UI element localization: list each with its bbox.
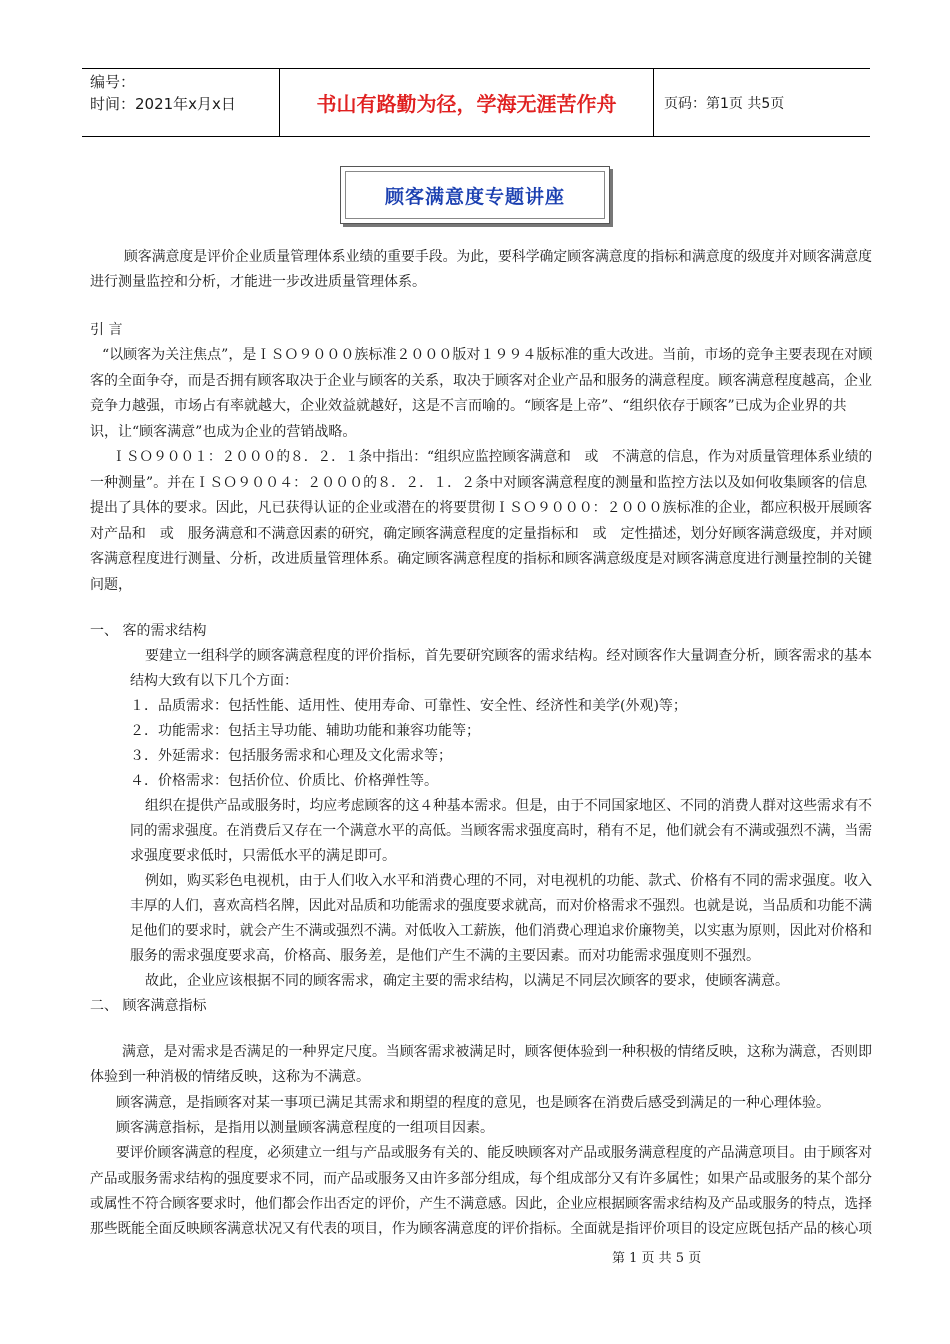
- body-line: 产品或服务需求结构的强度要求不同，而产品或服务又由许多部分组成，每个组成部分又有许多属性；如果产品或服务的某个部分: [90, 1171, 872, 1187]
- body-line: 问题，: [90, 577, 132, 593]
- body-line: 例如，购买彩色电视机，由于人们收入水平和消费心理的不同，对电视机的功能、款式、价格有不同的需求强度。收入: [145, 873, 872, 889]
- header-meta: [82, 69, 280, 136]
- document-date-label: 时间：2021年x月x日: [90, 95, 236, 113]
- header-motto: 书山有路勤为径，学海无涯苦作舟: [280, 69, 654, 136]
- section-heading: 引 言: [90, 322, 123, 338]
- body-line: 识，让“顾客满意”也成为企业的营销战略。: [90, 424, 357, 440]
- body-line: 客满意程度进行测量、分析，改进质量管理体系。确定顾客满意程度的指标和顾客满意级度是对顾客满意度进行测量控制的关键: [90, 551, 872, 567]
- body-line: 一种测量”。并在ＩＳＯ９００４：２０００的８．２．１．２条中对顾客满意程度的测量和监控方法以及如何收集顾客的信息: [90, 475, 868, 491]
- body-line: 那些既能全面反映顾客满意状况又有代表的项目，作为顾客满意度的评价指标。全面就是指评价项目的设定应既包括产品的核心项: [90, 1221, 872, 1237]
- list-item: ４．价格需求：包括价位、价质比、价格弹性等。: [130, 773, 438, 789]
- body-line: 故此，企业应该根据不同的顾客需求，确定主要的需求结构，以满足不同层次顾客的要求，使顾客满意。: [145, 973, 789, 989]
- body-line: 或属性不符合顾客要求时，他们都会作出否定的评价，产生不满意感。因此，企业应根据顾客需求结构及产品或服务的特点，选择: [90, 1196, 872, 1212]
- header-page-number: 页码：第1页 共5页: [664, 95, 785, 112]
- body-line: 要评价顾客满意的程度，必须建立一组与产品或服务有关的、能反映顾客对产品或服务满意程度的产品满意项目。由于顾客对: [116, 1145, 872, 1161]
- body-line: 竞争力越强，市场占有率就越大，企业效益就越好，这是不言而喻的。“顾客是上帝”、“组织依存于顾客”已成为企业界的共: [90, 398, 847, 414]
- document-title: 顾客满意度专题讲座: [384, 185, 565, 208]
- document-number-label: 编号：: [90, 73, 136, 91]
- list-item: １．品质需求：包括性能、适用性、使用寿命、可靠性、安全性、经济性和美学(外观)等；: [130, 698, 687, 714]
- body-line: 顾客满意，是指顾客对某一事项已满足其需求和期望的程度的意见，也是顾客在消费后感受到满足的一种心理体验。: [116, 1095, 830, 1111]
- body-line: 同的需求强度。在消费后又存在一个满意水平的高低。当顾客需求强度高时，稍有不足，他们就会有不满或强烈不满，当需: [130, 823, 873, 839]
- body-line: 进行测量监控和分析，才能进一步改进质量管理体系。: [90, 274, 426, 290]
- body-line: 结构大致有以下几个方面：: [130, 673, 298, 689]
- page-footer: 第 1 页 共 5 页: [612, 1251, 702, 1266]
- body-line: ＩＳＯ９００１：２０００的８．２．１条中指出：“组织应监控顾客满意和 或 不满意的信息，作为对质量管理体系业绩的: [112, 449, 873, 465]
- body-line: 服务的需求强度要求高，价格高、服务差，是他们产生不满的主要因素。而对功能需求强度则不强烈。: [130, 948, 760, 964]
- section-heading: 二、 顾客满意指标: [90, 998, 207, 1014]
- body-line: 对产品和 或 服务满意和不满意因素的研究，确定顾客满意程度的定量指标和 或 定性描述，划分好顾客满意级度，并对顾: [90, 526, 872, 542]
- body-line: 组织在提供产品或服务时，均应考虑顾客的这４种基本需求。但是，由于不同国家地区、不同的消费人群对这些需求有不: [145, 798, 873, 814]
- document-title-box: [340, 166, 610, 224]
- list-item: ２．功能需求：包括主导功能、辅助功能和兼容功能等；: [130, 723, 480, 739]
- body-line: 客的全面争夺，而是否拥有顾客取决于企业与顾客的关系，取决于顾客对企业产品和服务的满意程度。顾客满意程度越高，企业: [90, 373, 872, 389]
- body-line: “以顾客为关注焦点”，是ＩＳＯ９０００族标准２０００版对１９９４版标准的重大改进。当前，市场的竞争主要表现在对顾: [102, 347, 873, 363]
- body-line: 要建立一组科学的顾客满意程度的评价指标，首先要研究顾客的需求结构。经对顾客作大量调查分析，顾客需求的基本: [145, 648, 872, 664]
- body-line: 顾客满意度是评价企业质量管理体系业绩的重要手段。为此，要科学确定顾客满意度的指标和满意度的级度并对顾客满意度: [124, 249, 872, 265]
- body-line: 提出了具体的要求。因此，凡已获得认证的企业或潜在的将要贯彻ＩＳＯ９０００：２０００族标准的企业，都应积极开展顾客: [90, 500, 872, 516]
- body-line: 求强度要求低时，只需低水平的满足即可。: [130, 848, 396, 864]
- body-line: 满意，是对需求是否满足的一种界定尺度。当顾客需求被满足时，顾客便体验到一种积极的情绪反映，这称为满意，否则即: [122, 1044, 873, 1060]
- list-item: ３．外延需求：包括服务需求和心理及文化需求等；: [130, 748, 452, 764]
- body-line: 丰厚的人们，喜欢高档名牌，因此对品质和功能需求的强度要求就高，而对价格需求不强烈。也就是说，当品质和功能不满: [130, 898, 873, 914]
- body-line: 顾客满意指标，是指用以测量顾客满意程度的一组项目因素。: [116, 1120, 494, 1136]
- section-heading: 一、 客的需求结构: [90, 623, 207, 639]
- page-header: [82, 68, 870, 137]
- body-line: 足他们的要求时，就会产生不满或强烈不满。对低收入工薪族，他们消费心理追求价廉物美，以实惠为原则，因此对价格和: [130, 923, 873, 939]
- body-line: 体验到一种消极的情绪反映，这称为不满意。: [90, 1069, 370, 1085]
